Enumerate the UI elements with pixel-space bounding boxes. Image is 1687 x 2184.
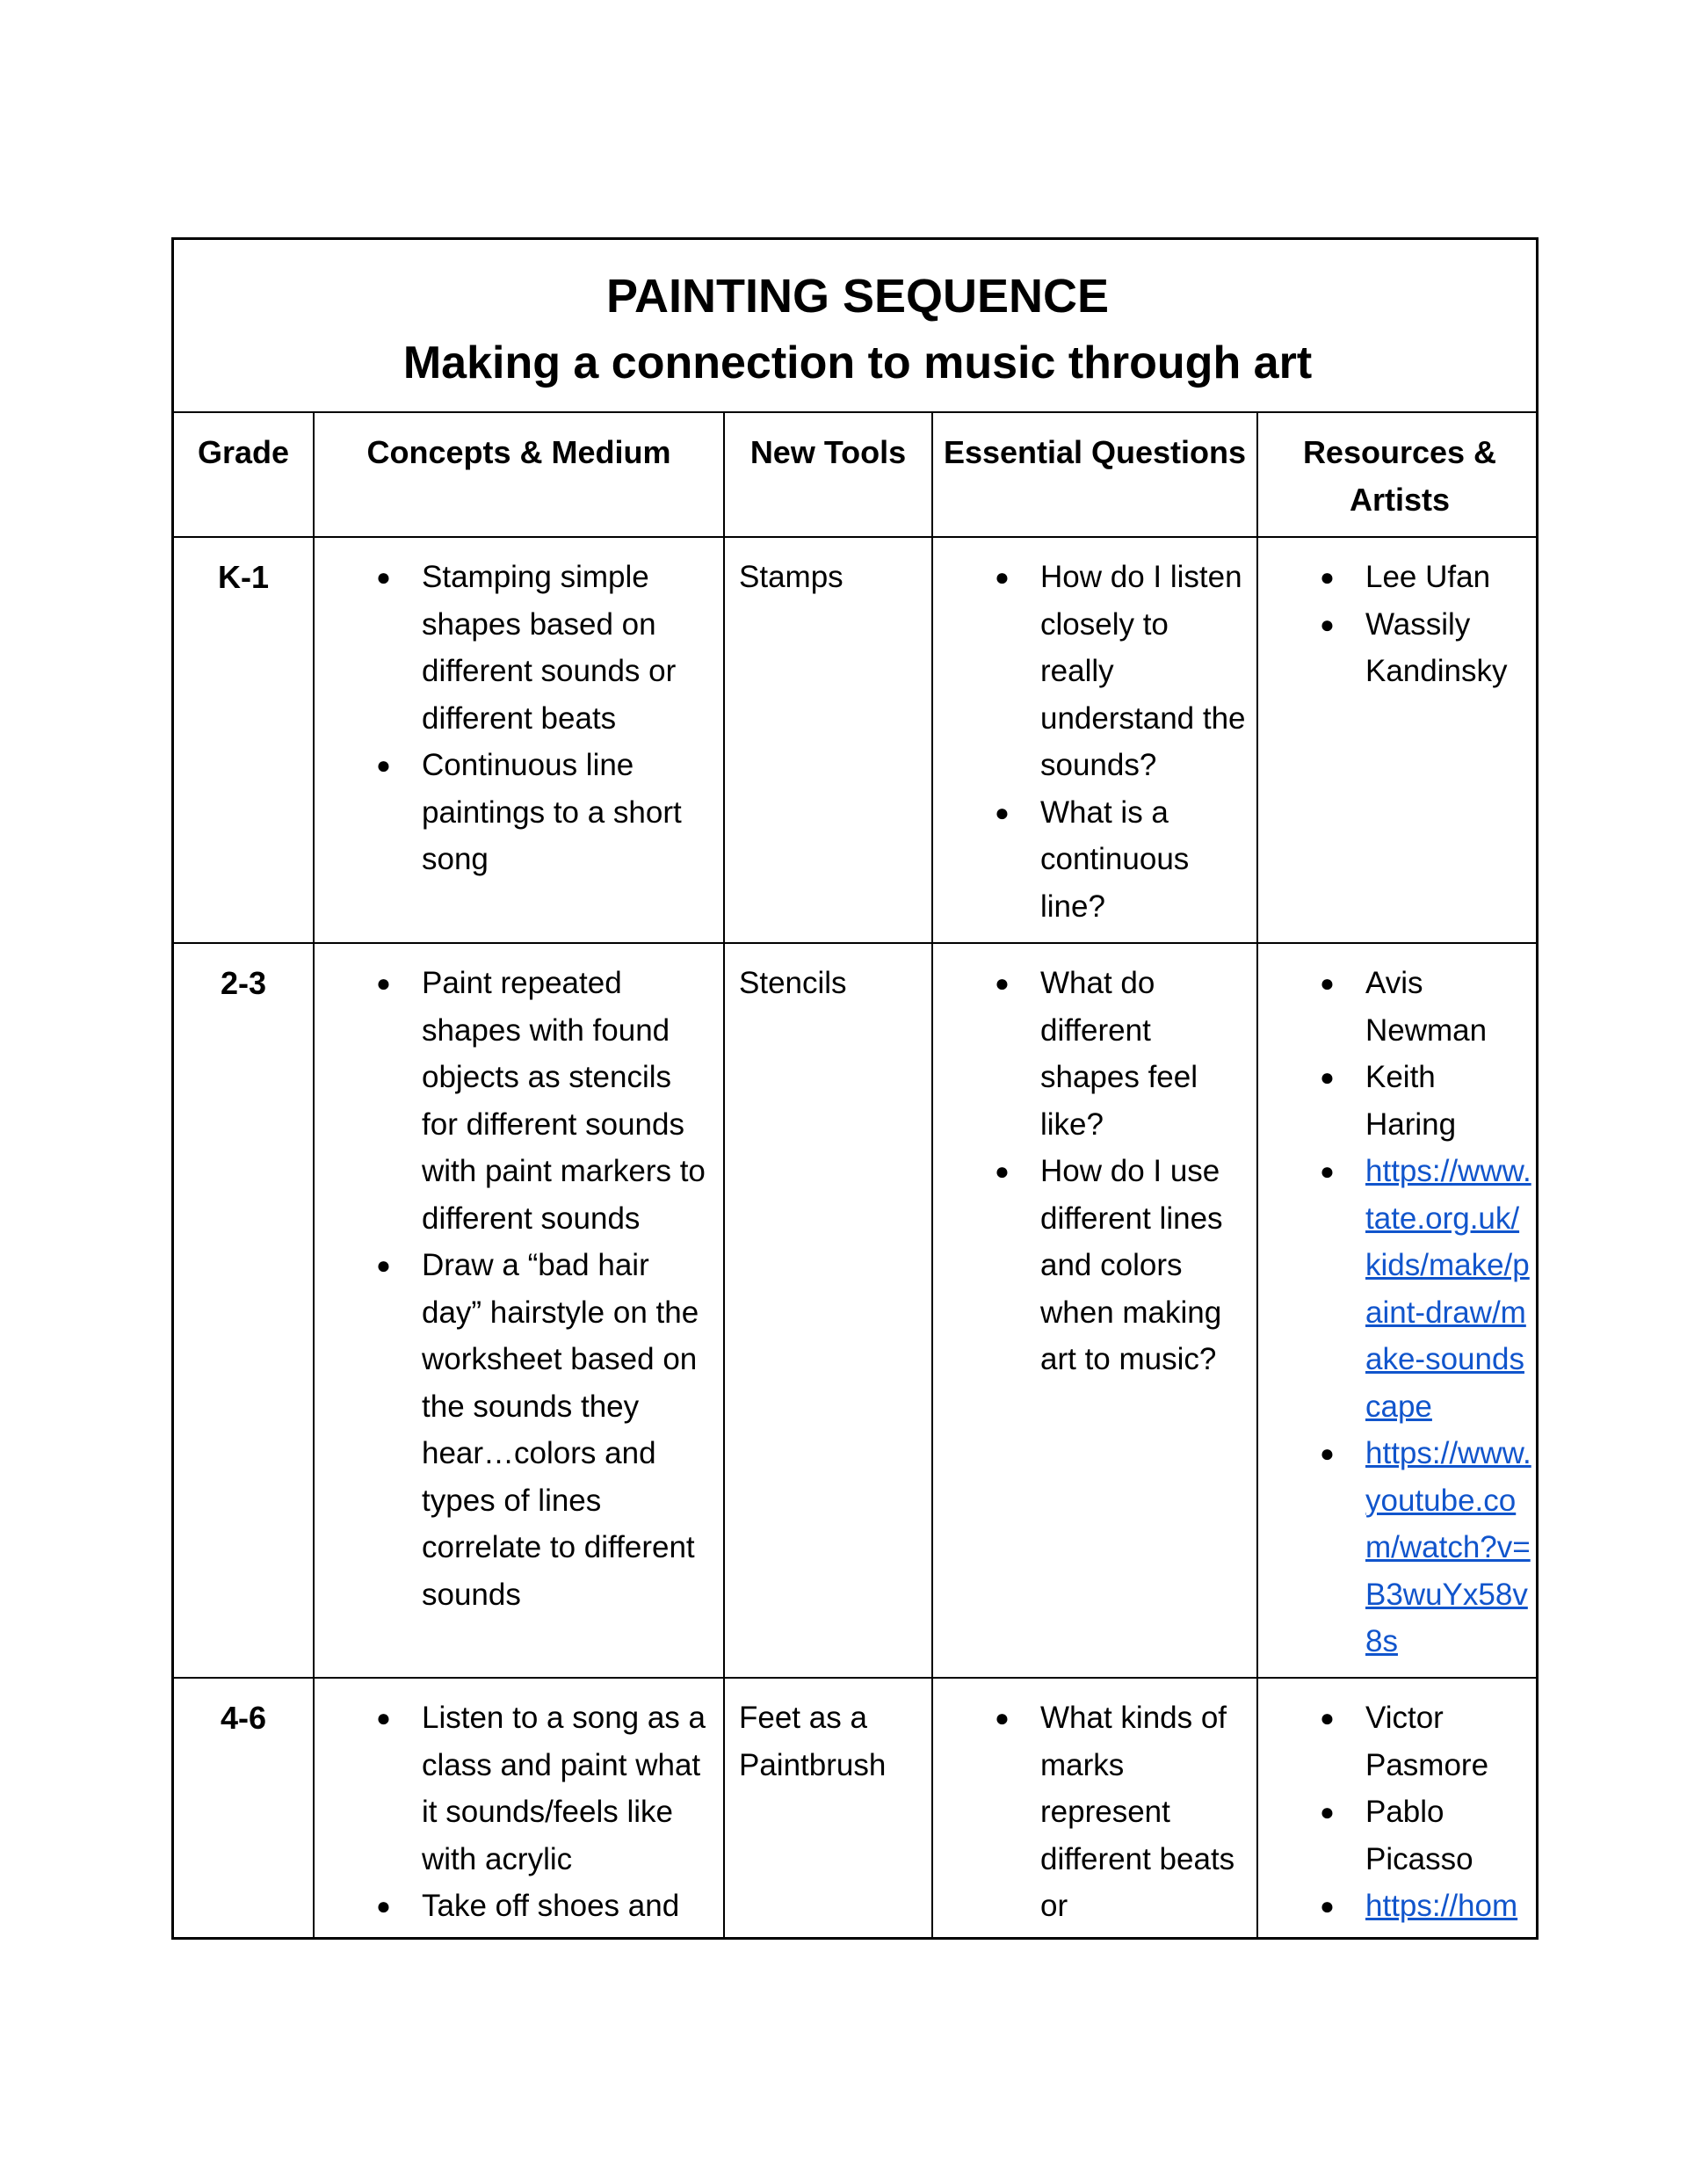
concepts-cell	[314, 537, 724, 943]
bullet-icon: ●	[376, 1252, 391, 1279]
resources-list	[1272, 1694, 1532, 1930]
table-row	[174, 537, 1539, 943]
bullet-icon: ●	[1320, 563, 1335, 591]
bullet-icon: ●	[1320, 1157, 1335, 1185]
tools-cell: Stencils	[724, 943, 932, 1678]
tools-cell: Feet as a Paintbrush	[724, 1678, 932, 1940]
concepts-list	[329, 960, 714, 1618]
bullet-icon: ●	[376, 1704, 391, 1731]
grade-cell: 4-6	[174, 1678, 314, 1940]
bullet-icon: ●	[1320, 1440, 1335, 1467]
table-row	[174, 1678, 1539, 1940]
list-item: ● Lee Ufan	[1320, 554, 1532, 601]
questions-cell	[932, 537, 1257, 943]
list-item: ● Draw a “bad hair day” hairstyle on the worksheet based on the sounds they hear…colors and types of lines correlate to different sounds	[376, 1242, 714, 1618]
header-questions: Essential Questions	[932, 412, 1257, 537]
bullet-icon: ●	[1320, 1892, 1335, 1919]
bullet-icon: ●	[1320, 1704, 1335, 1731]
list-item	[1320, 1430, 1532, 1665]
list-item: ● Pablo Picasso	[1320, 1789, 1532, 1883]
resources-list	[1272, 554, 1532, 695]
concepts-cell	[314, 1678, 724, 1940]
bullet-icon: ●	[376, 751, 391, 779]
list-item: ● Avis Newman	[1320, 960, 1532, 1054]
header-concepts: Concepts & Medium	[314, 412, 724, 537]
questions-cell	[932, 1678, 1257, 1940]
bullet-icon: ●	[995, 1157, 1010, 1185]
bullet-icon: ●	[1320, 969, 1335, 997]
list-item: ● How do I listen closely to really understand the sounds?	[995, 554, 1248, 789]
page-title: PAINTING SEQUENCE	[605, 270, 1110, 323]
tools-cell: Stamps	[724, 537, 932, 943]
title-cell	[174, 240, 1539, 412]
list-item: ● What do different shapes feel like?	[995, 960, 1248, 1148]
list-item	[1320, 1883, 1532, 1930]
resources-cell	[1257, 537, 1539, 943]
painting-sequence-table	[171, 237, 1539, 1940]
bullet-icon: ●	[376, 969, 391, 997]
list-item: ● Stamping simple shapes based on different sounds or different beats	[376, 554, 714, 742]
questions-cell	[932, 943, 1257, 1678]
table-row	[174, 943, 1539, 1678]
concepts-cell	[314, 943, 724, 1678]
bullet-icon: ●	[1320, 1063, 1335, 1091]
concepts-list	[329, 1694, 714, 1930]
tate-soundscape-link[interactable]: https://www.tate.org.uk/kids/make/paint-draw/make-soundscape	[1365, 1154, 1531, 1424]
bullet-icon: ●	[376, 1892, 391, 1919]
resources-cell	[1257, 1678, 1539, 1940]
questions-list	[947, 1694, 1248, 1930]
list-item: ● How do I use different lines and colors when making art to music?	[995, 1148, 1248, 1383]
bullet-icon: ●	[995, 1704, 1010, 1731]
list-item: ● Take off shoes and	[376, 1883, 714, 1930]
youtube-video-link[interactable]: https://www.youtube.com/watch?v=B3wuYx58v8s	[1365, 1436, 1531, 1658]
concepts-list	[329, 554, 714, 883]
list-item: ● Wassily Kandinsky	[1320, 601, 1532, 695]
list-item: ● Continuous line paintings to a short song	[376, 742, 714, 883]
list-item: ● Victor Pasmore	[1320, 1694, 1532, 1789]
bullet-icon: ●	[376, 563, 391, 591]
list-item: ● What is a continuous line?	[995, 789, 1248, 931]
bullet-icon: ●	[995, 563, 1010, 591]
list-item: ● What kinds of marks represent different beats or	[995, 1694, 1248, 1930]
list-item: ● Keith Haring	[1320, 1054, 1532, 1148]
bullet-icon: ●	[995, 798, 1010, 826]
home-link[interactable]: https://hom	[1365, 1889, 1518, 1923]
bullet-icon: ●	[1320, 1798, 1335, 1825]
bullet-icon: ●	[995, 969, 1010, 997]
list-item	[1320, 1148, 1532, 1430]
questions-list	[947, 554, 1248, 930]
resources-cell	[1257, 943, 1539, 1678]
grade-cell: 2-3	[174, 943, 314, 1678]
questions-list	[947, 960, 1248, 1383]
header-grade: Grade	[174, 412, 314, 537]
header-resources: Resources & Artists	[1257, 412, 1539, 537]
page-subtitle: Making a connection to music through art	[402, 337, 1313, 388]
list-item: ● Listen to a song as a class and paint what it sounds/feels like with acrylic	[376, 1694, 714, 1883]
bullet-icon: ●	[1320, 610, 1335, 638]
grade-cell: K-1	[174, 537, 314, 943]
list-item: ● Paint repeated shapes with found objects as stencils for different sounds with paint markers to different sounds	[376, 960, 714, 1242]
header-tools: New Tools	[724, 412, 932, 537]
resources-list	[1272, 960, 1532, 1665]
